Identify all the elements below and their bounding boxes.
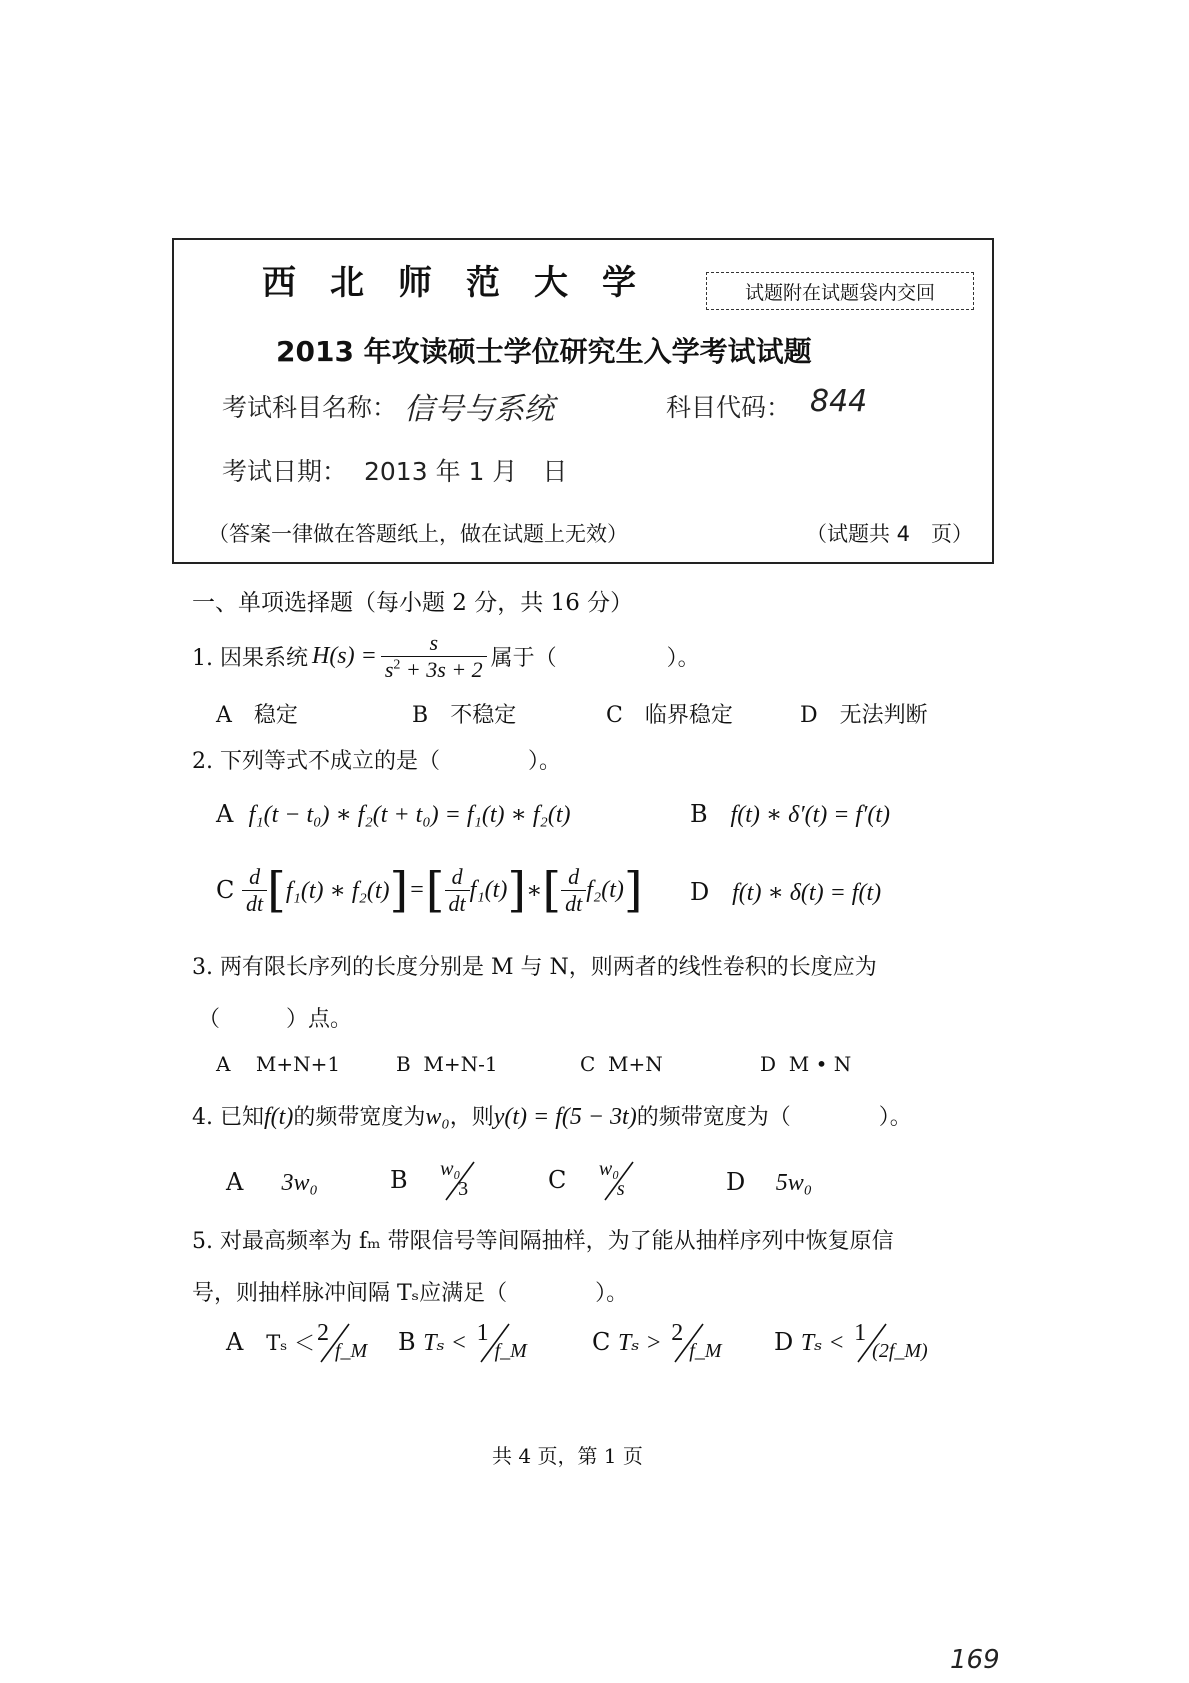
code-label: 科目代码： bbox=[666, 393, 792, 422]
q3-option-b: B M+N-1 bbox=[396, 1052, 498, 1076]
q1-numerator: s bbox=[429, 630, 439, 655]
q1-denominator: $s^2 + 3s + 2$ bbox=[381, 656, 487, 683]
q5-option-b: B Tₛ < 1 f_M bbox=[398, 1320, 527, 1362]
answer-note: （答案一律做在答题纸上，做在试题上无效） bbox=[208, 522, 628, 546]
q5-option-a: A Tₛ ＜ 2 f_M bbox=[226, 1320, 368, 1362]
handwritten-page-number: 169 bbox=[950, 1645, 1000, 1675]
q3-option-a: A M+N+1 bbox=[216, 1052, 341, 1076]
question-2: 2. 下列等式不成立的是（ ）。 bbox=[192, 749, 561, 774]
q1-option-c: C 临界稳定 bbox=[606, 703, 733, 728]
question-4: 4. 已知f(t)的频带宽度为w₀，则y(t) = f(5 − 3t)的频带宽度为（ ）。 bbox=[192, 1104, 912, 1130]
q1-hs: H(s) = bbox=[311, 643, 377, 669]
question-1 bbox=[192, 630, 700, 683]
q1-suffix: 属于（ ）。 bbox=[490, 646, 700, 671]
question-5-line1: 5. 对最高频率为 fₘ 带限信号等间隔抽样，为了能从抽样序列中恢复原信 bbox=[192, 1229, 894, 1254]
university-name: 西北师范大学 bbox=[262, 263, 670, 303]
question-5-line2: 号，则抽样脉冲间隔 Tₛ应满足（ ）。 bbox=[192, 1281, 629, 1306]
q5-option-c: C Tₛ > 2 f_M bbox=[592, 1320, 722, 1362]
exam-title: 2013 年攻读硕士学位研究生入学考试试题 bbox=[276, 335, 812, 368]
q4-option-c: C w₀ s bbox=[548, 1160, 641, 1200]
subject-label: 考试科目名称： bbox=[222, 393, 398, 422]
return-note: 试题附在试题袋内交回 bbox=[706, 272, 974, 310]
q1-option-b: B 不稳定 bbox=[412, 703, 517, 728]
q1-prefix: 1. 因果系统 bbox=[192, 646, 308, 671]
q2-option-a: A f₁(t − t₀) ∗ f₂(t + t₀) = f₁(t) ∗ f₂(t) bbox=[216, 800, 571, 828]
q5-option-d: D Tₛ < 1 (2f_M) bbox=[774, 1320, 928, 1362]
q3-option-c: C M+N bbox=[580, 1052, 663, 1076]
q2-option-c: C $\frac{d}{dt}$ [ f₁(t) ∗ f₂(t) ] = [ $\frac{d}{dt}$ f₁(t) ] ∗ [ $\frac{d}{dt}$ f₂(t) ] bbox=[216, 862, 643, 918]
subject-value: 信号与系统 bbox=[404, 392, 554, 427]
date-label: 考试日期： bbox=[222, 457, 348, 486]
page-number: 共 4 页，第 1 页 bbox=[492, 1444, 643, 1468]
q4-option-d: D 5w₀ bbox=[726, 1168, 813, 1196]
q2-option-d: D f(t) ∗ δ(t) = f(t) bbox=[690, 878, 882, 906]
code-value: 844 bbox=[810, 384, 868, 419]
q1-option-a: A 稳定 bbox=[216, 703, 298, 728]
page-count-note: （试题共 4 页） bbox=[806, 522, 974, 546]
q1-option-d: D 无法判断 bbox=[800, 703, 928, 728]
q1-fraction bbox=[381, 630, 487, 683]
question-3-line2: （ ）点。 bbox=[198, 1007, 353, 1032]
q3-option-d: D M • N bbox=[760, 1052, 852, 1076]
section-title: 一、单项选择题（每小题 2 分，共 16 分） bbox=[192, 590, 634, 616]
q4-option-b: B w₀ 3 bbox=[390, 1160, 482, 1200]
question-3-line1: 3. 两有限长序列的长度分别是 M 与 N，则两者的线性卷积的长度应为 bbox=[192, 955, 877, 980]
q4-option-a: A 3w₀ bbox=[226, 1168, 318, 1196]
date-value: 2013 年 1 月 日 bbox=[364, 457, 568, 486]
q2-option-b: B f(t) ∗ δ′(t) = f′(t) bbox=[690, 800, 890, 828]
